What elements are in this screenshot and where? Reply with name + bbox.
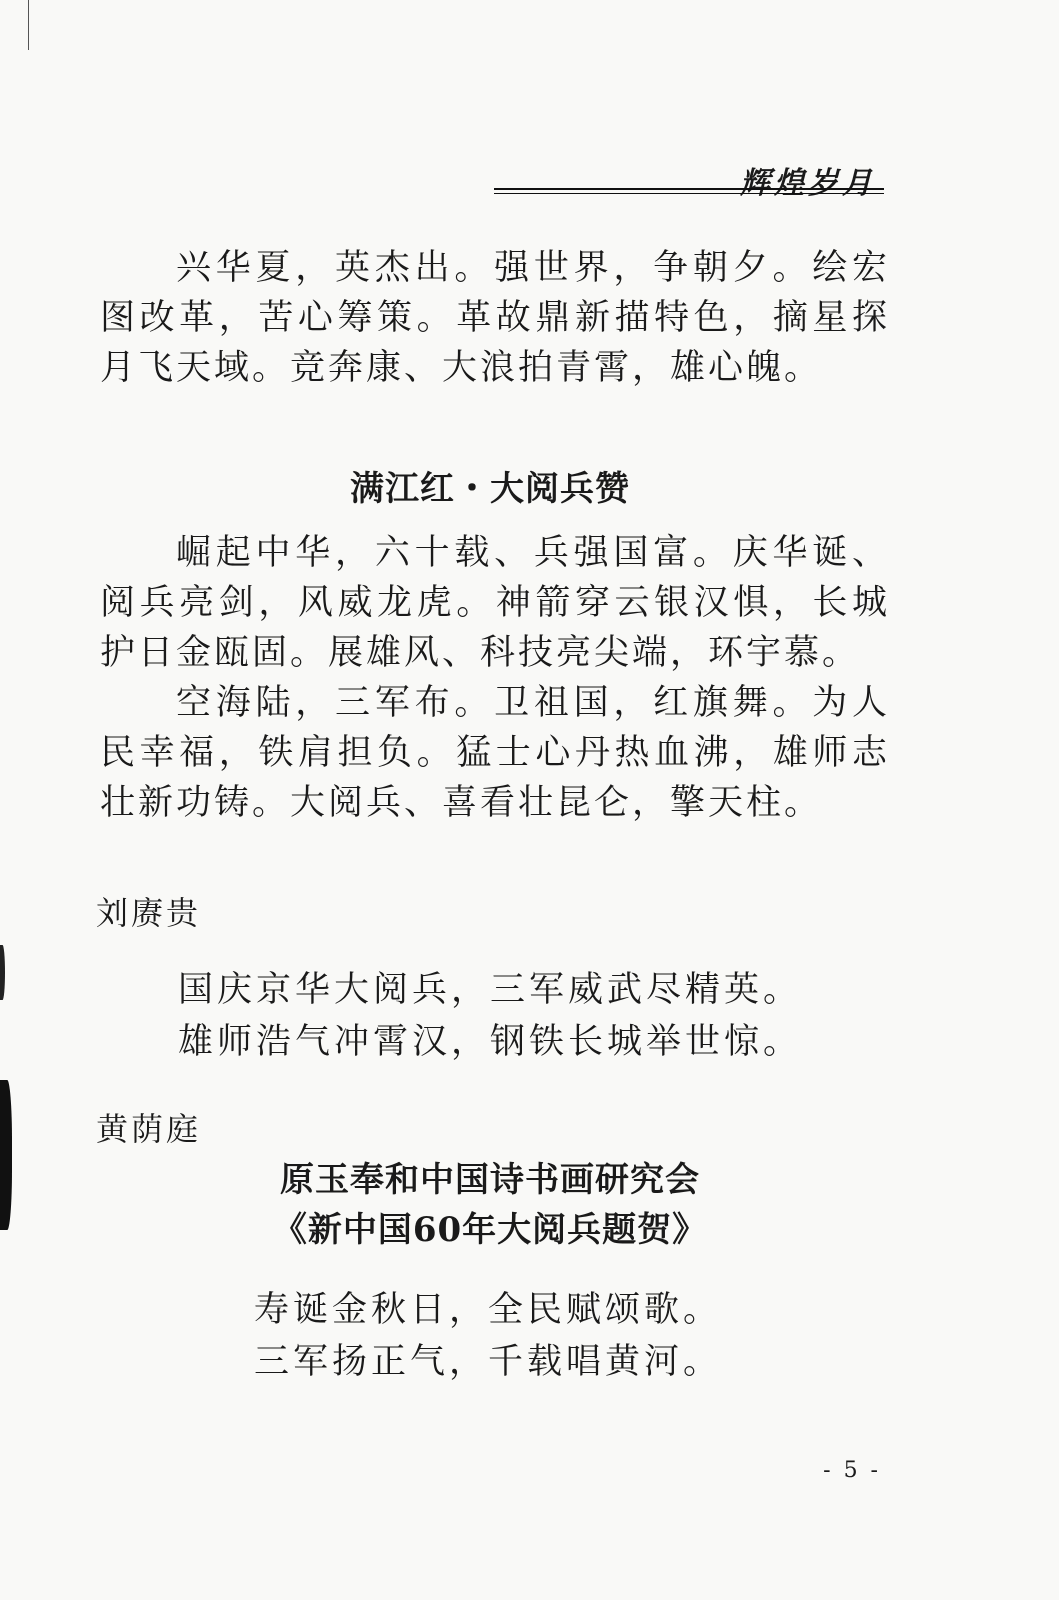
poem2-stanza-2: 空海陆，三军布。卫祖国，红旗舞。为人民幸福，铁肩担负。猛士心丹热血沸，雄师志壮新功铸。大阅兵、喜看壮昆仑，擎天柱。: [100, 683, 890, 823]
header-rule: [494, 188, 884, 194]
poem4-line-2: 三军扬正气，千载唱黄河。: [254, 1342, 723, 1382]
poem4-title-line-1: 原玉奉和中国诗书画研究会: [280, 1160, 700, 1200]
poem4-line-1: 寿诞金秋日，全民赋颂歌。: [254, 1290, 723, 1330]
scan-margin-mark: [28, 0, 29, 50]
poem4-title-line-2: 《新中国60年大阅兵题贺》: [272, 1210, 708, 1250]
poem1-stanza: 兴华夏，英杰出。强世界，争朝夕。绘宏图改革，苦心筹策。革故鼎新描特色，摘星探月飞天域。竞奔康、大浪拍青霄，雄心魄。: [100, 248, 890, 388]
poem4-author: 黄荫庭: [96, 1110, 202, 1148]
poem3-line-1: 国庆京华大阅兵，三军威武尽精英。: [178, 970, 803, 1010]
scan-edge-shadow: [0, 945, 5, 1000]
poem2-title: 满江红・大阅兵赞: [350, 469, 630, 509]
poem3-line-2: 雄师浩气冲霄汉，钢铁长城举世惊。: [178, 1022, 803, 1062]
running-header-title: 辉煌岁月: [740, 166, 876, 201]
poem2-stanza-1: 崛起中华，六十载、兵强国富。庆华诞、阅兵亮剑，风威龙虎。神箭穿云银汉惧，长城护日金瓯固。展雄风、科技亮尖端，环宇慕。: [100, 533, 890, 673]
poem3-author: 刘赓贵: [96, 894, 202, 932]
page-number: - 5 -: [823, 1458, 881, 1483]
